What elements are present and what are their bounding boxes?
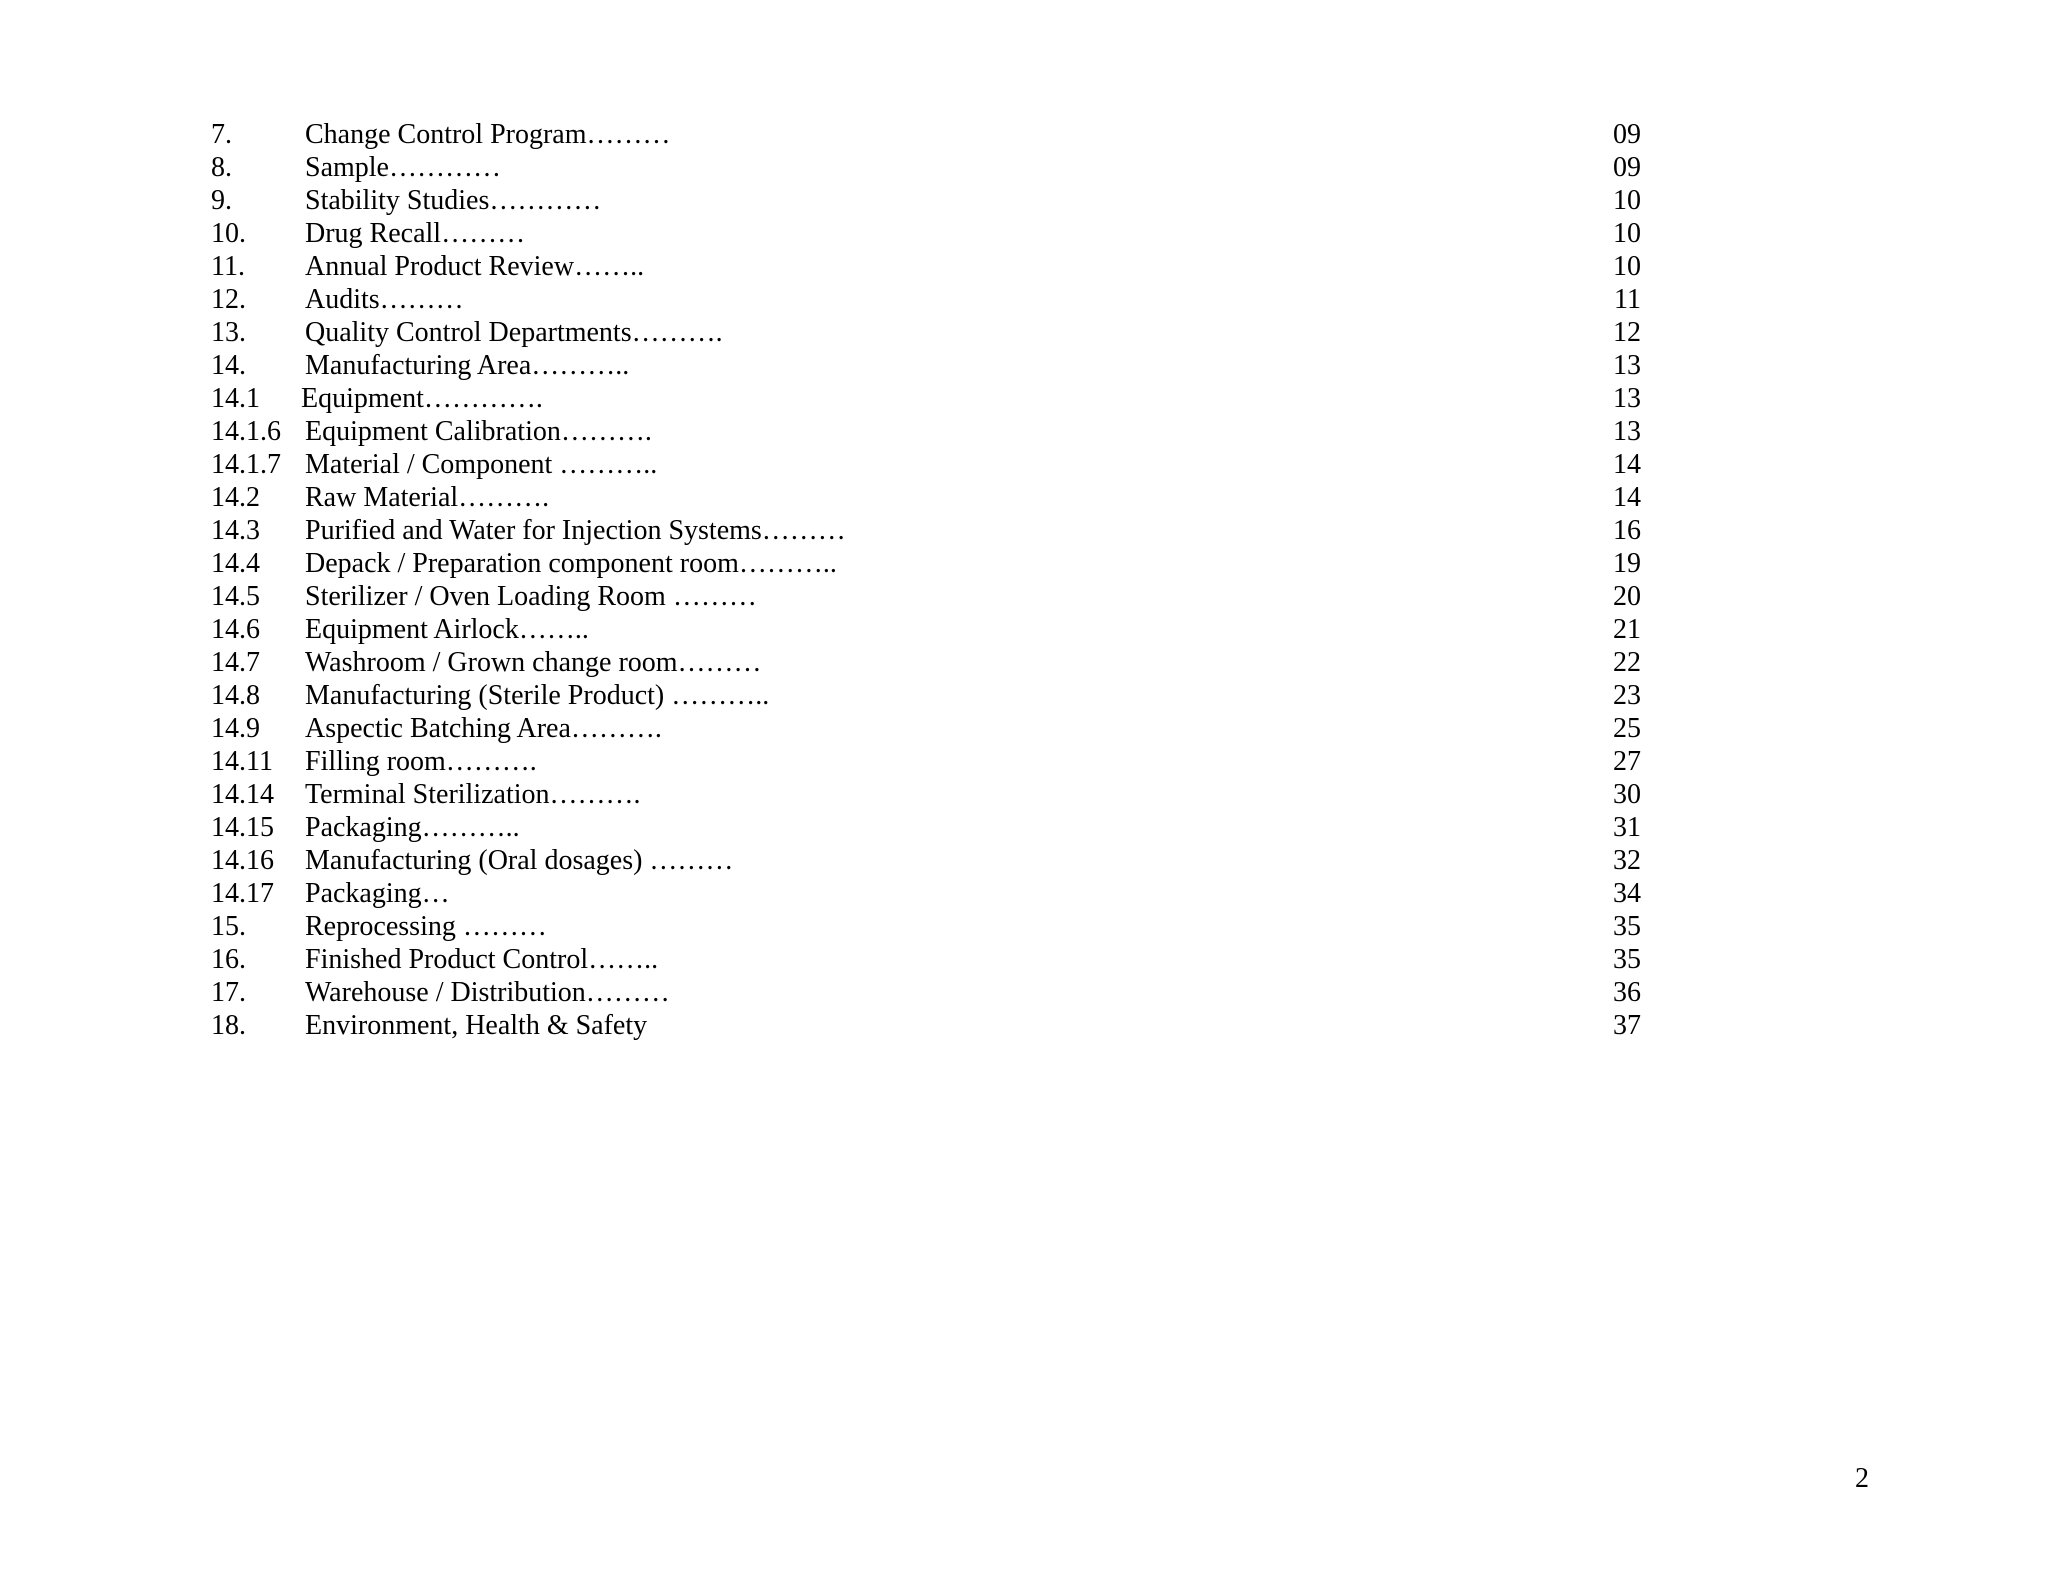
toc-entry-title: Reprocessing ……… [305, 911, 547, 942]
toc-entry-title: Change Control Program……… [305, 119, 671, 150]
toc-entry-title: Raw Material………. [305, 482, 550, 513]
toc-entry [211, 679, 1641, 712]
toc-entry-number: 15. [211, 911, 246, 942]
toc-entry-page: 13 [1613, 350, 1641, 381]
toc-entry-page: 10 [1613, 251, 1641, 282]
toc-entry-page: 20 [1613, 581, 1641, 612]
toc-entry-page: 13 [1613, 383, 1641, 414]
toc-entry-number: 18. [211, 1010, 246, 1041]
toc-entry-number: 14.4 [211, 548, 260, 579]
toc-entry-title: Aspectic Batching Area………. [305, 713, 662, 744]
toc-entry-number: 9. [211, 185, 232, 216]
toc-entry-number: 8. [211, 152, 232, 183]
toc-entry-page: 10 [1613, 218, 1641, 249]
toc-entry-title: Environment, Health & Safety [305, 1010, 648, 1041]
toc-entry [211, 547, 1641, 580]
toc-entry-number: 14.1.7 [211, 449, 281, 480]
toc-entry-number: 14.11 [211, 746, 273, 777]
toc-entry [211, 580, 1641, 613]
toc-entry-page: 09 [1613, 152, 1641, 183]
toc-entry [211, 514, 1641, 547]
toc-entry-page: 14 [1613, 482, 1641, 513]
toc-entry-title: Packaging……….. [305, 812, 520, 843]
toc-entry [211, 151, 1641, 184]
toc-entry-page: 12 [1613, 317, 1641, 348]
toc-entry-title: Washroom / Grown change room……… [305, 647, 762, 678]
toc-entry [211, 217, 1641, 250]
toc-entry [211, 943, 1641, 976]
toc-entry [211, 1009, 1641, 1042]
toc-entry [211, 184, 1641, 217]
toc-entry-number: 14.8 [211, 680, 260, 711]
toc-entry-title: Material / Component ……….. [305, 449, 658, 480]
toc-entry [211, 448, 1641, 481]
toc-entry-title: Stability Studies………… [305, 185, 602, 216]
toc-entry-page: 37 [1613, 1010, 1641, 1041]
toc-entry-title: Packaging… [305, 878, 450, 909]
toc-entry-title: Audits……… [305, 284, 464, 315]
toc-entry-page: 10 [1613, 185, 1641, 216]
toc-entry-title: Warehouse / Distribution……… [305, 977, 670, 1008]
toc-entry-page: 27 [1613, 746, 1641, 777]
toc-entry-number: 14.14 [211, 779, 274, 810]
toc-entry-number: 14.6 [211, 614, 260, 645]
toc-entry-number: 14.1.6 [211, 416, 281, 447]
toc-entry-page: 21 [1613, 614, 1641, 645]
toc-entry-page: 31 [1613, 812, 1641, 843]
toc-entry-number: 14. [211, 350, 246, 381]
toc-entry [211, 382, 1641, 415]
toc-entry-number: 14.15 [211, 812, 274, 843]
toc-entry-number: 16. [211, 944, 246, 975]
toc-entry-page: 35 [1613, 944, 1641, 975]
toc-entry-number: 10. [211, 218, 246, 249]
toc-entry [211, 316, 1641, 349]
toc-entry-number: 13. [211, 317, 246, 348]
toc-entry-page: 22 [1613, 647, 1641, 678]
toc-entry-page: 11 [1614, 284, 1641, 315]
toc-entry-page: 13 [1613, 416, 1641, 447]
toc-entry-title: Annual Product Review…….. [305, 251, 645, 282]
toc-entry [211, 349, 1641, 382]
toc-entry-number: 17. [211, 977, 246, 1008]
toc-entry-page: 09 [1613, 119, 1641, 150]
toc-entry-page: 34 [1613, 878, 1641, 909]
toc-entry-page: 25 [1613, 713, 1641, 744]
toc-entry [211, 877, 1641, 910]
toc-entry-page: 32 [1613, 845, 1641, 876]
toc-entry-title: Drug Recall……… [305, 218, 526, 249]
toc-entry [211, 910, 1641, 943]
toc-entry-page: 36 [1613, 977, 1641, 1008]
toc-entry-title: Manufacturing (Oral dosages) ……… [305, 845, 734, 876]
toc-entry-number: 11. [211, 251, 245, 282]
toc-entry-page: 35 [1613, 911, 1641, 942]
toc-entry-page: 23 [1613, 680, 1641, 711]
toc-entry-title: Manufacturing Area……….. [305, 350, 630, 381]
toc-entry-number: 14.1 [211, 383, 260, 414]
toc-entry [211, 811, 1641, 844]
toc-entry-number: 14.3 [211, 515, 260, 546]
toc-entry-number: 14.2 [211, 482, 260, 513]
toc-entry-page: 19 [1613, 548, 1641, 579]
toc-entry-title: Filling room………. [305, 746, 537, 777]
toc-entry [211, 481, 1641, 514]
toc-entry [211, 283, 1641, 316]
toc-entry [211, 118, 1641, 151]
toc-entry-number: 14.9 [211, 713, 260, 744]
toc-entry-page: 16 [1613, 515, 1641, 546]
toc-entry-title: Sterilizer / Oven Loading Room ……… [305, 581, 757, 612]
toc-entry-title: Equipment Airlock…….. [305, 614, 589, 645]
toc-entry [211, 976, 1641, 1009]
toc-entry [211, 250, 1641, 283]
toc-entry-title: Quality Control Departments………. [305, 317, 723, 348]
toc-entry-title: Purified and Water for Injection Systems……… [305, 515, 846, 546]
toc-entry [211, 844, 1641, 877]
toc-entry-number: 14.16 [211, 845, 274, 876]
toc-entry-number: 14.5 [211, 581, 260, 612]
toc-entry-number: 12. [211, 284, 246, 315]
toc-entry-title: Sample………… [305, 152, 501, 183]
toc-entry-title: Depack / Preparation component room……….. [305, 548, 837, 579]
table-of-contents [211, 118, 1641, 1042]
toc-entry-page: 30 [1613, 779, 1641, 810]
toc-entry-title: Finished Product Control…….. [305, 944, 659, 975]
toc-entry-title: Manufacturing (Sterile Product) ……….. [305, 680, 770, 711]
toc-entry-number: 7. [211, 119, 232, 150]
toc-entry [211, 415, 1641, 448]
toc-entry [211, 712, 1641, 745]
toc-entry [211, 745, 1641, 778]
toc-entry-number: 14.7 [211, 647, 260, 678]
page-number: 2 [1855, 1463, 1869, 1494]
toc-entry-page: 14 [1613, 449, 1641, 480]
toc-entry [211, 778, 1641, 811]
toc-entry-title: Equipment…………. [301, 383, 543, 414]
toc-entry-number: 14.17 [211, 878, 274, 909]
toc-entry-title: Equipment Calibration………. [305, 416, 652, 447]
toc-entry [211, 646, 1641, 679]
toc-entry-title: Terminal Sterilization………. [305, 779, 641, 810]
toc-entry [211, 613, 1641, 646]
